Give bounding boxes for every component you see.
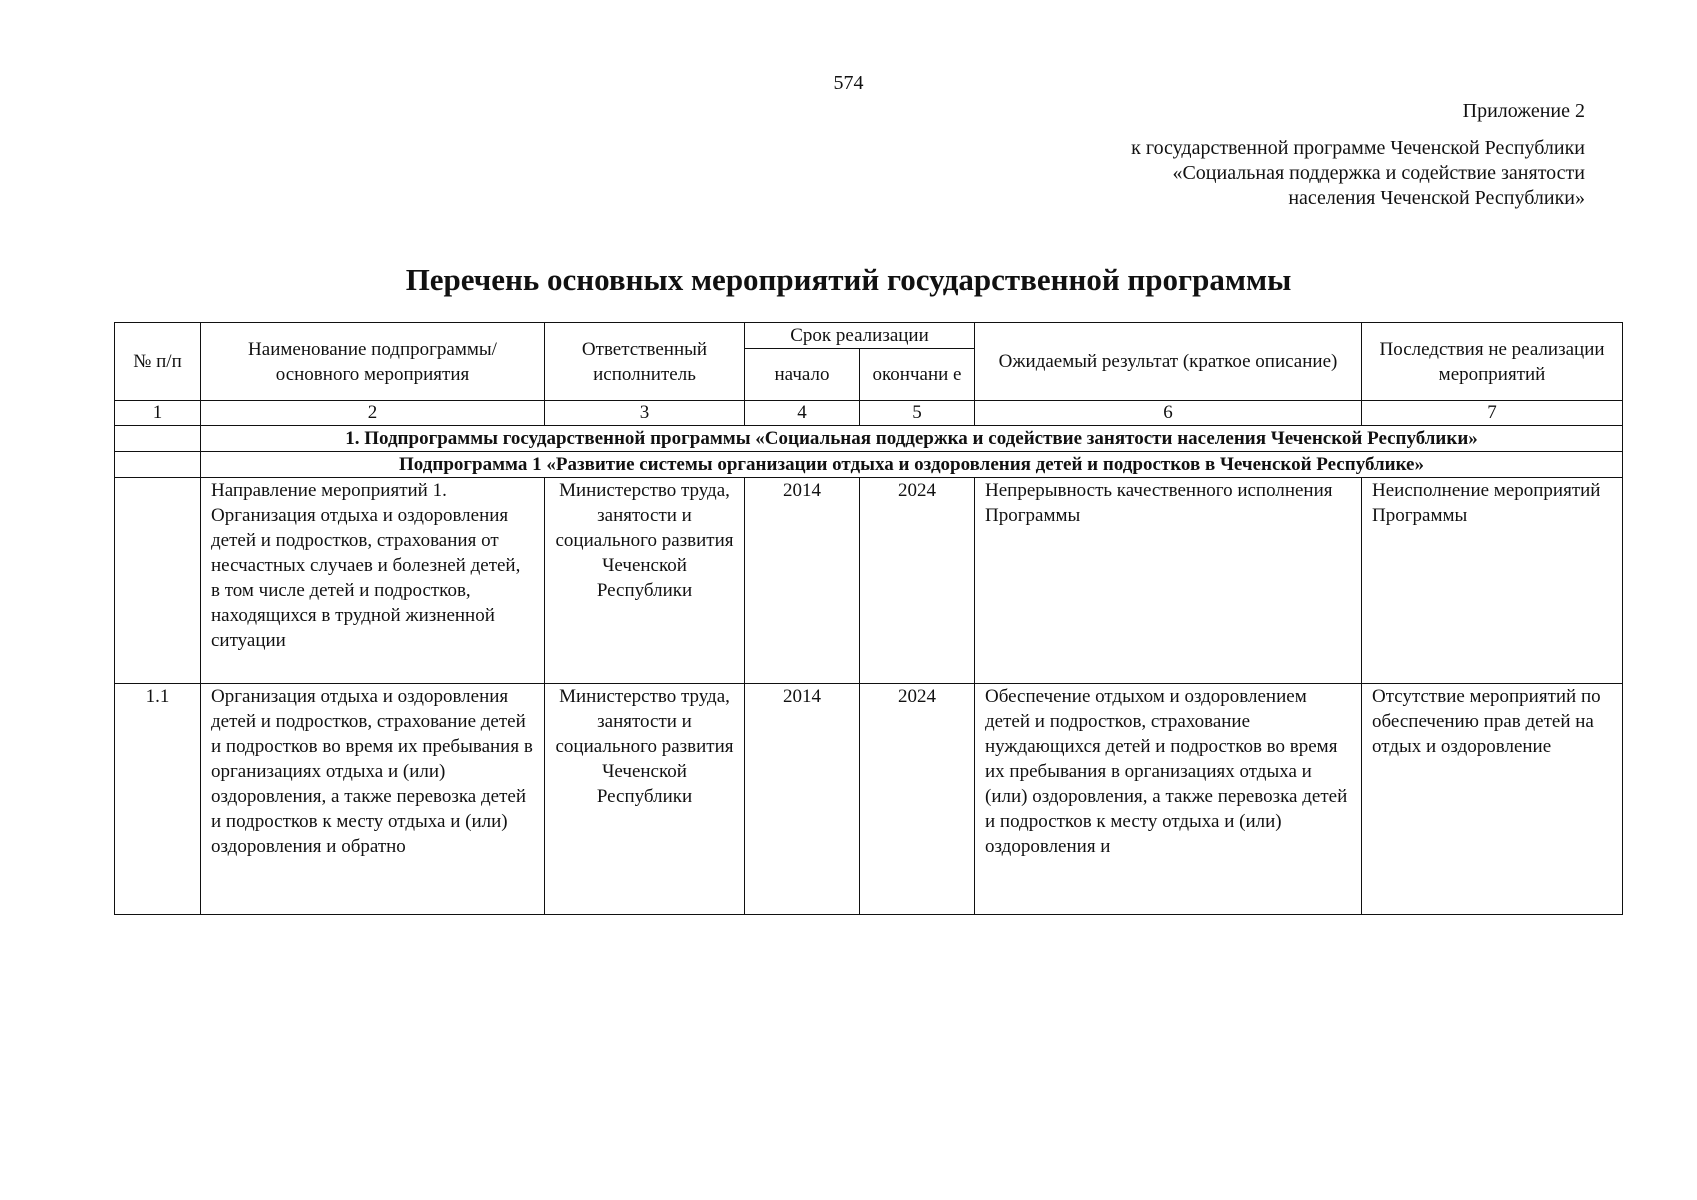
header-row bbox=[115, 323, 1623, 349]
table-row bbox=[115, 684, 1623, 915]
row-start: 2014 bbox=[745, 684, 860, 915]
header-num: № п/п bbox=[115, 323, 201, 401]
row-result: Непрерывность качественного исполнения Программы bbox=[975, 478, 1362, 684]
appendix-ref-line: населения Чеченской Республики» bbox=[1288, 187, 1585, 209]
row-num bbox=[115, 478, 201, 684]
column-number-row bbox=[115, 401, 1623, 426]
row-executor: Министерство труда, занятости и социального развития Чеченской Республики bbox=[545, 684, 745, 915]
row-name: Организация отдыха и оздоровления детей и подростков, страхование детей и подростков во время их пребывания в организациях отдыха и (или) оздоровления, а также перевозка детей и подростков к месту отдыха и (или) оздоровления и обратно bbox=[201, 684, 545, 915]
section-title: 1. Подпрограммы государственной программы «Социальная поддержка и содействие занятости населения Чеченской Республики» bbox=[201, 426, 1623, 452]
page-number: 574 bbox=[833, 72, 864, 94]
column-number: 7 bbox=[1362, 401, 1623, 426]
header-start: начало bbox=[745, 349, 860, 401]
row-end: 2024 bbox=[860, 684, 975, 915]
row-name: Направление мероприятий 1. Организация отдыха и оздоровления детей и подростков, страхования от несчастных случаев и болезней детей, в том числе детей и подростков, находящихся в трудной жизненной ситуации bbox=[201, 478, 545, 684]
subprogram-title: Подпрограмма 1 «Развитие системы организации отдыха и оздоровления детей и подростков в Чеченской Республике» bbox=[201, 452, 1623, 478]
header-consequences: Последствия не реализации мероприятий bbox=[1362, 323, 1623, 401]
row-consequences: Неисполнение мероприятий Программы bbox=[1362, 478, 1623, 684]
measures-table bbox=[114, 322, 1623, 915]
row-start: 2014 bbox=[745, 478, 860, 684]
column-number: 3 bbox=[545, 401, 745, 426]
row-consequences: Отсутствие мероприятий по обеспечению прав детей на отдых и оздоровление bbox=[1362, 684, 1623, 915]
header-executor: Ответственный исполнитель bbox=[545, 323, 745, 401]
header-name: Наименование подпрограммы/ основного мероприятия bbox=[201, 323, 545, 401]
subprogram-row bbox=[115, 452, 1623, 478]
row-end: 2024 bbox=[860, 478, 975, 684]
column-number: 1 bbox=[115, 401, 201, 426]
row-num: 1.1 bbox=[115, 684, 201, 915]
header-end: окончани е bbox=[860, 349, 975, 401]
appendix-reference bbox=[1131, 136, 1585, 211]
column-number: 2 bbox=[201, 401, 545, 426]
row-result: Обеспечение отдыхом и оздоровлением детей и подростков, страхование нуждающихся детей и подростков во время их пребывания в организациях отдыха и (или) оздоровления, а также перевозка детей и подростков к месту отдыха и (или) оздоровления и bbox=[975, 684, 1362, 915]
section-row bbox=[115, 426, 1623, 452]
column-number: 6 bbox=[975, 401, 1362, 426]
appendix-ref-line: к государственной программе Чеченской Республики bbox=[1131, 137, 1585, 159]
appendix-ref-line: «Социальная поддержка и содействие занятости bbox=[1172, 162, 1585, 184]
header-period: Срок реализации bbox=[745, 323, 975, 349]
document-title: Перечень основных мероприятий государственной программы bbox=[405, 262, 1292, 297]
column-number: 4 bbox=[745, 401, 860, 426]
table-row bbox=[115, 478, 1623, 684]
section-num-cell bbox=[115, 426, 201, 452]
appendix-title: Приложение 2 bbox=[1462, 100, 1585, 122]
subprogram-num-cell bbox=[115, 452, 201, 478]
row-executor: Министерство труда, занятости и социального развития Чеченской Республики bbox=[545, 478, 745, 684]
header-result: Ожидаемый результат (краткое описание) bbox=[975, 323, 1362, 401]
column-number: 5 bbox=[860, 401, 975, 426]
